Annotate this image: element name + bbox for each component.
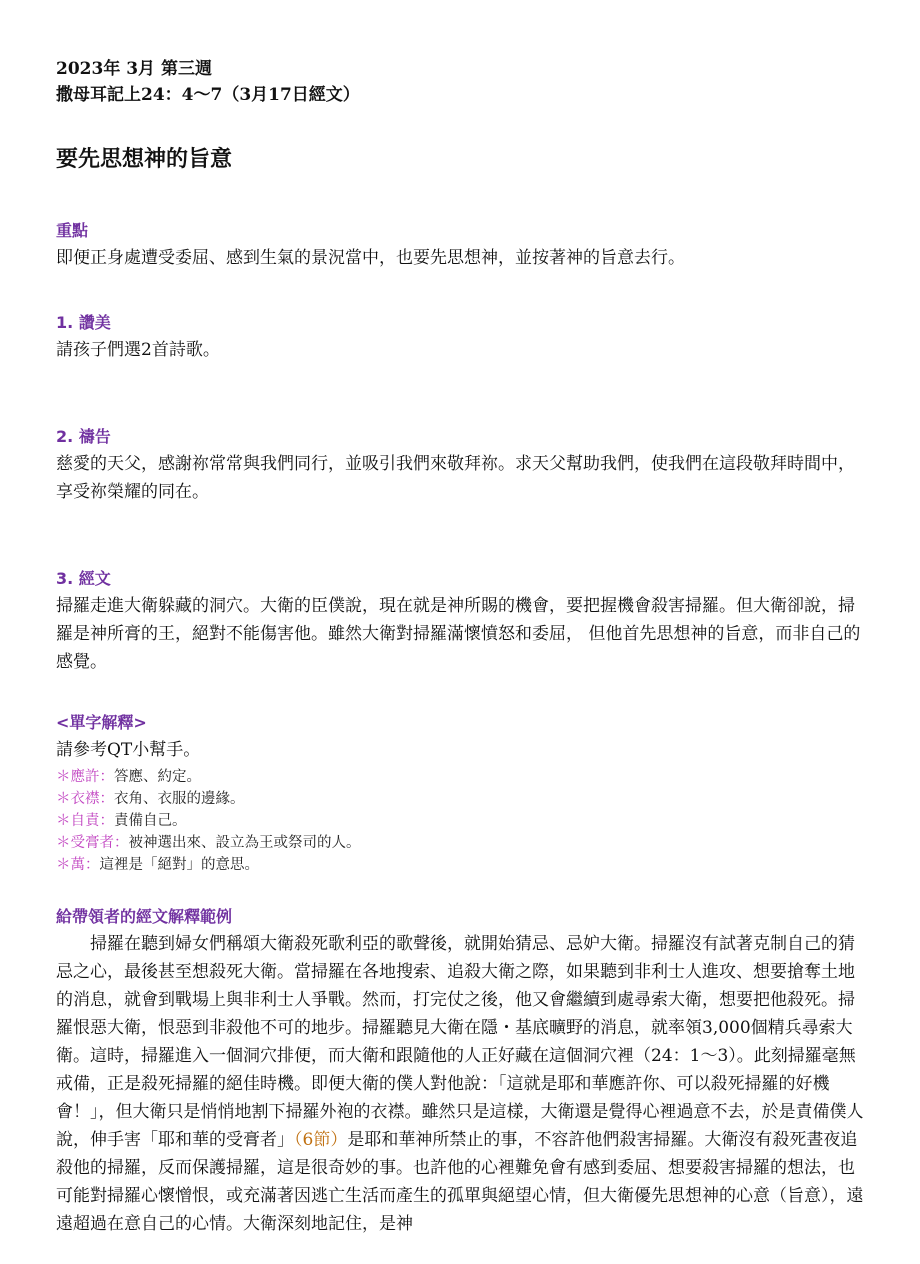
vocab-item — [56, 832, 868, 854]
vocab-item — [56, 854, 868, 876]
vocab-term: ＊衣襟： — [56, 791, 114, 807]
prayer-heading: 2. 禱告 — [56, 427, 111, 446]
leader-example-text-part2: 是耶和華神所禁止的事，不容許他們殺害掃羅。大衛沒有殺死晝夜追殺他的掃羅，反而保護掃羅，這是很奇妙的事。也許他的心裡難免會有感到委屈、想要殺害掃羅的想法，也可能對掃羅心懷憎恨，或充滿著因逃亡生活而產生的孤單與絕望心情，但大衛優先思想神的心意（旨意），遠遠超過在意自己的心情。大衛深刻地記住，是神 — [56, 1130, 864, 1234]
leader-example-text-part1: 掃羅在聽到婦女們稱頌大衛殺死歌利亞的歌聲後，就開始猜忌、忌妒大衛。掃羅沒有試著克制自己的猜忌之心，最後甚至想殺死大衛。當掃羅在各地搜索、追殺大衛之際，如果聽到非利士人進攻、想要搶奪土地的消息，就會到戰場上與非利士人爭戰。然而，打完仗之後，他又會繼續到處尋索大衛，想要把他殺死。掃羅恨惡大衛，恨惡到非殺他不可的地步。掃羅聽見大衛在隱・基底曠野的消息，就率領3,000個精兵尋索大衛。這時，掃羅進入一個洞穴排便，而大衛和跟隨他的人正好藏在這個洞穴裡（24：1～3）。此刻掃羅毫無戒備，正是殺死掃羅的絕佳時機。即便大衛的僕人對他說：「這就是耶和華應許你、可以殺死掃羅的好機會！」，但大衛只是悄悄地割下掃羅外袍的衣襟。雖然只是這樣，大衛還是覺得心裡過意不去，於是責備僕人說，伸手害「耶和華的受膏者」 — [56, 934, 864, 1150]
vocab-definition: 衣角、衣服的邊緣。 — [114, 791, 245, 807]
vocab-heading: <單字解釋> — [56, 713, 147, 732]
vocab-term: ＊應許： — [56, 769, 114, 785]
vocab-definition: 責備自己。 — [114, 813, 187, 829]
date-line: 2023年 3月 第三週 — [56, 59, 212, 79]
vocab-item — [56, 766, 868, 788]
prayer-text: 慈愛的天父，感謝祢常常與我們同行，並吸引我們來敬拜祢。求天父幫助我們，使我們在這段敬拜時間中，享受祢榮耀的同在。 — [56, 454, 855, 502]
page-title: 要先思想神的旨意 — [56, 146, 233, 172]
vocab-term: ＊自責： — [56, 813, 114, 829]
key-point-text: 即便正身處遭受委屈、感到生氣的景況當中，也要先思想神，並按著神的旨意去行。 — [56, 248, 685, 268]
vocab-definition: 被神選出來、設立為王或祭司的人。 — [128, 835, 361, 851]
vocab-definition: 這裡是「絕對」的意思。 — [99, 857, 259, 873]
vocab-item — [56, 788, 868, 810]
vocab-term: ＊受膏者： — [56, 835, 129, 851]
scripture-reference: 撒母耳記上24：4～7（3月17日經文） — [56, 85, 360, 105]
leader-example-heading: 給帶領者的經文解釋範例 — [56, 907, 233, 926]
praise-heading: 1. 讚美 — [56, 313, 111, 332]
vocab-definition: 答應、約定。 — [114, 769, 201, 785]
vocab-item — [56, 810, 868, 832]
scripture-heading: 3. 經文 — [56, 569, 111, 588]
document-page — [56, 56, 868, 1238]
vocab-term: ＊萬： — [56, 857, 100, 873]
vocab-list — [56, 766, 868, 876]
key-point-heading: 重點 — [56, 221, 89, 240]
scripture-text: 掃羅走進大衛躲藏的洞穴。大衛的臣僕說，現在就是神所賜的機會，要把握機會殺害掃羅。但大衛卻說，掃羅是神所膏的王，絕對不能傷害他。雖然大衛對掃羅滿懷憤怒和委屈， 但他首先思想神的旨意，而非自己的感覺。 — [56, 596, 861, 672]
vocab-intro: 請參考QT小幫手。 — [56, 740, 201, 760]
verse-reference-highlight: （6節） — [294, 1130, 348, 1150]
leader-example-text — [56, 930, 868, 1238]
praise-text: 請孩子們選2首詩歌。 — [56, 340, 220, 360]
